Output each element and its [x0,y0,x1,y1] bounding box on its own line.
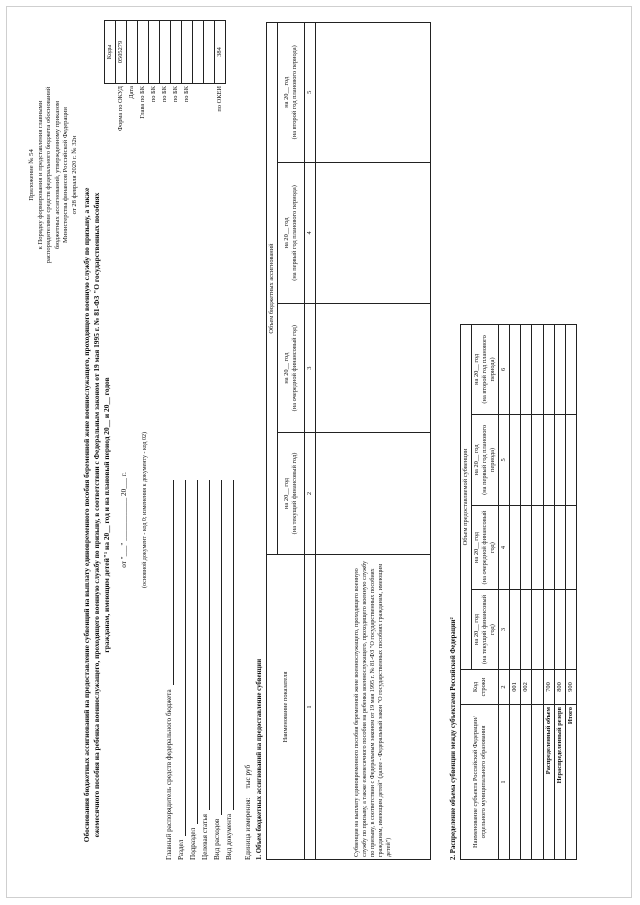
razdel-box [149,21,160,84]
value-cell[interactable] [510,414,521,505]
field-row [162,480,174,860]
row-code: 700 [544,670,555,705]
col-header: на 20__ год (на текущий финансовый год) [472,590,499,670]
col-header: на 20__ год (на второй год планового периода) [472,325,499,415]
field-row [210,480,222,860]
row-code: 800 [555,670,566,705]
field-label: Раздел [177,839,185,860]
section1-table [266,22,431,860]
unit-label: Единица измерения: [244,797,252,860]
podrazdel-code-label: по БК [161,86,168,103]
value-cell[interactable] [566,590,577,670]
reserve-label: Нераспределенный резерв [555,705,566,860]
value-cell[interactable] [566,325,577,415]
col-number: 4 [499,506,510,590]
podrazdel-box [160,21,171,84]
appendix-number: Приложение № 54 [28,149,35,201]
region-cell[interactable] [521,705,532,860]
value-cell[interactable] [555,325,566,415]
row-code: 900 [566,670,577,705]
value-cell[interactable] [555,414,566,505]
value-cell[interactable] [532,590,544,670]
subvention-description: Субвенция на выплату единовременного пособия беременной жене военнослужащего, проходящего военную службу по призыву, а также ежемесячного пособия на ребенка военнослужащего, проходящего военную службу по призыву, в соответствии с Федеральным законом от 19 мая 1995 г. № 81-ФЗ "О государственных пособиях гражданам, имеющим детей" (далее - Федеральный закон "О государственных пособиях гражданам, имеющим детей") [316,555,431,860]
statya-box [171,21,182,84]
col-header: на 20__ год (на текущий финансовый год) [278,432,305,554]
section1-title: 1. Объем бюджетных ассигнований на предоставление субвенции [256,658,263,860]
value-cell[interactable] [316,432,431,554]
field-row [198,480,210,860]
date-box [127,21,138,84]
value-cell[interactable] [510,590,521,670]
okud-label: Форма по ОКУД [117,86,124,131]
field-underline[interactable] [213,480,222,815]
value-cell[interactable] [544,506,555,590]
appendix-line: от 28 февраля 2020 г. № 32н [70,135,78,215]
appendix-block [28,30,79,320]
date-line: от "___" ____________ 20___ г. [120,472,128,568]
field-row [222,480,234,860]
glava-box [138,21,149,84]
okei-label: по ОКЕИ [216,86,223,112]
blank-box [193,21,204,84]
rotated-form-sheet [22,20,622,880]
row-code: 002 [521,670,532,705]
value-cell[interactable] [555,590,566,670]
col-number: 1 [499,705,510,860]
value-cell[interactable] [566,414,577,505]
codes-header: Коды [105,21,116,84]
section2-title: 2. Распределение объема субвенции между субъектами Российской Федерации² [450,617,457,860]
value-cell[interactable] [532,414,544,505]
okei-code: 384 [215,21,226,84]
title-line: Обоснования бюджетных ассигнований на предоставление субвенций на выплату единовременного пособия беременной жене военнослужащего, проходящего военную службу по призыву, а также [82,187,91,843]
title-line: гражданам, имеющим детей"¹ на 20__ год и на плановый период 20__ и 20__ годов [101,377,111,653]
form-title [82,170,112,860]
appendix-line: распорядителями средств федерального бюджета обоснований [45,86,53,264]
col-header: на 20__ год (на очередной финансовый год) [472,506,499,590]
row-code: 001 [510,670,521,705]
col-header: на 20__ год (на первый год планового периода) [472,414,499,505]
appendix-line: к Порядку формирования и представления главными [36,100,44,250]
value-cell[interactable] [544,590,555,670]
value-cell[interactable] [510,325,521,415]
value-cell[interactable] [521,590,532,670]
col-header: Наименование субъекта Российской Федерации/ отдельного муниципального образования [461,705,499,860]
field-label: Подраздел [189,827,197,860]
value-cell[interactable] [521,325,532,415]
region-cell[interactable] [532,705,544,860]
value-cell[interactable] [532,506,544,590]
field-underline[interactable] [177,480,186,836]
glava-label: Глава по БК [139,86,146,119]
title-line: ежемесячного пособия на ребенка военнослужащего, проходящего военную службу по призыву, в соответствии с Федеральным законом от 19 мая 1995 г. № 81-ФЗ "О государственных пособиях [91,192,101,838]
field-label: Главный распорядитель средств федерального бюджета [165,689,173,860]
field-underline[interactable] [201,480,210,810]
section2-table [460,324,577,860]
value-cell[interactable] [544,414,555,505]
col-number: 3 [305,304,316,433]
col-number: 6 [499,325,510,415]
row-code [532,670,544,705]
field-label: Целевая статья [201,814,209,860]
field-underline[interactable] [225,480,234,810]
col-number: 5 [305,23,316,163]
col-header: Код строки [461,670,499,705]
unit-line [244,560,253,860]
header-fields [162,480,234,860]
value-cell[interactable] [555,506,566,590]
field-underline[interactable] [165,480,174,685]
appendix-line: бюджетных ассигнований, утвержденному приказом [53,100,61,250]
col-number: 3 [499,590,510,670]
razdel-code-label: по БК [150,86,157,103]
total-label: Итого [566,705,577,860]
col-header: на 20__ год (на второй год планового периода) [278,23,305,163]
unit-value: тыс руб [244,764,252,789]
value-cell[interactable] [532,325,544,415]
field-row [174,480,186,860]
date-note: (основной документ - код 0; изменения к документу - код 02) [142,432,148,588]
value-cell[interactable] [316,23,431,163]
col-number: 1 [305,555,316,860]
statya-code-label: по БК [172,86,179,103]
col-number: 2 [305,432,316,554]
field-underline[interactable] [189,480,198,824]
col-number: 5 [499,414,510,505]
col-number: 2 [499,670,510,705]
distributed-label: Распределенный объем [544,705,555,860]
value-cell[interactable] [316,304,431,433]
col-group-header: Объем предоставляемой субвенции [461,325,472,670]
date-label: Дата [128,86,135,99]
field-label: Вид документа [225,813,233,860]
codes-block [104,20,226,160]
value-cell[interactable] [521,414,532,505]
value-cell[interactable] [566,506,577,590]
col-group-header: Объем бюджетных ассигнований [267,23,278,555]
field-row [186,480,198,860]
value-cell[interactable] [521,506,532,590]
field-label: Вид расходов [213,818,221,860]
value-cell[interactable] [510,506,521,590]
value-cell[interactable] [316,162,431,304]
region-cell[interactable] [510,705,521,860]
vid-box [182,21,193,84]
col-header: Наименование показателя [267,555,305,860]
okud-code: 0505279 [116,21,127,84]
blank-box [204,21,215,84]
appendix-line: Министерства финансов Российской Федерации [62,107,70,243]
col-number: 4 [305,162,316,304]
value-cell[interactable] [544,325,555,415]
vid-code-label: по БК [183,86,190,103]
col-header: на 20__ год (на очередной финансовый год) [278,304,305,433]
col-header: на 20__ год (на первый год планового периода) [278,162,305,304]
